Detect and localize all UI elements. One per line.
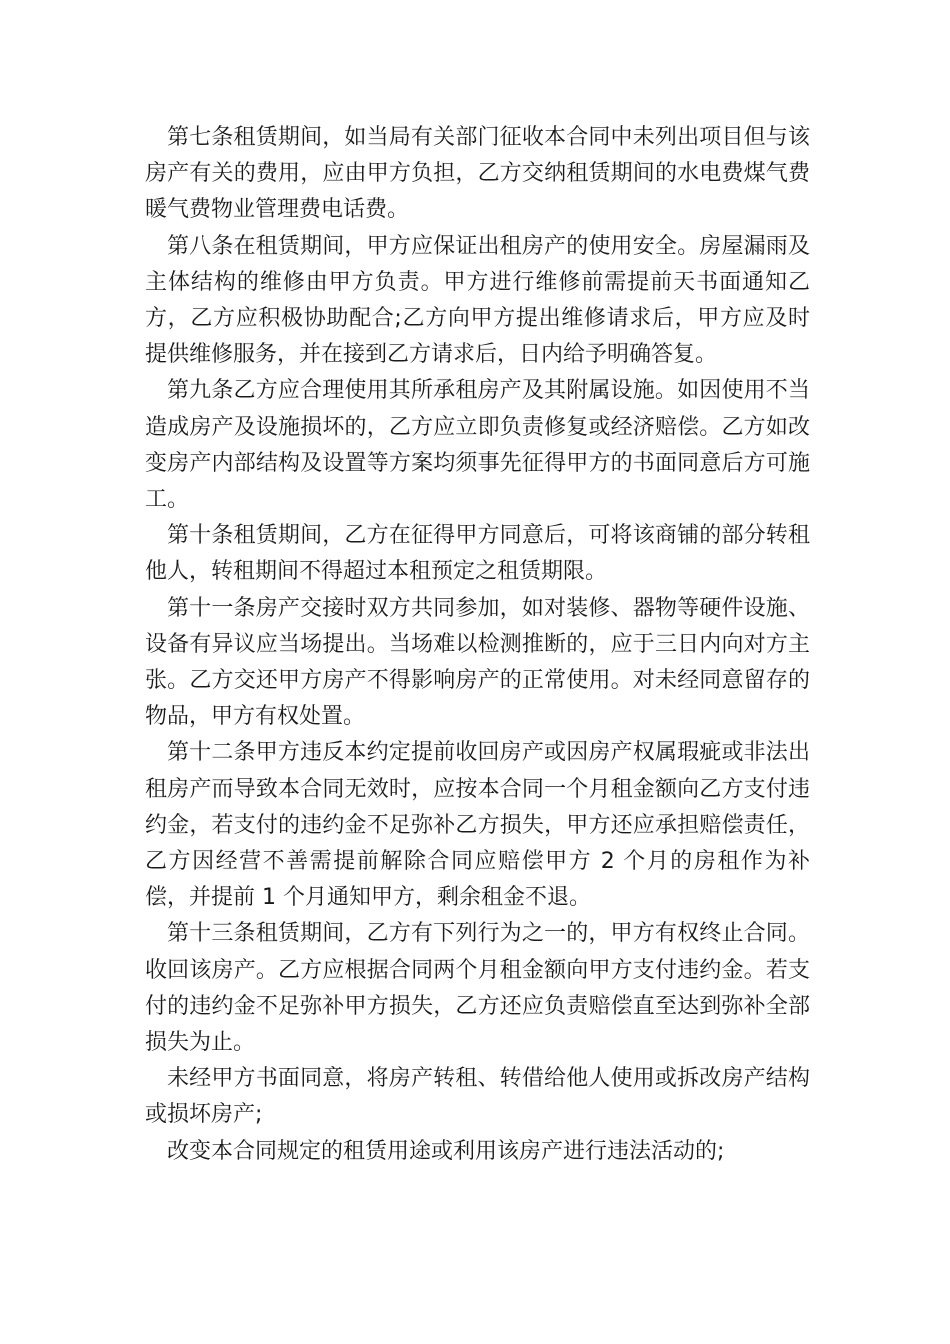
clause-13-paragraph: 第十三条租赁期间，乙方有下列行为之一的，甲方有权终止合同。收回该房产。乙方应根据合同两个月租金额向甲方支付违约金。若支付的违约金不足弥补甲方损失，乙方还应负责赔偿直至达到弥补全部损失为止。 <box>145 921 810 1056</box>
clause-11-paragraph: 第十一条房产交接时双方共同参加，如对装修、器物等硬件设施、设备有异议应当场提出。当场难以检测推断的，应于三日内向对方主张。乙方交还甲方房产不得影响房产的正常使用。对未经同意留存的物品，甲方有权处置。 <box>145 595 810 730</box>
termination-condition-2: 改变本合同规定的租赁用途或利用该房产进行违法活动的; <box>167 1138 725 1164</box>
termination-condition-1: 未经甲方书面同意，将房产转租、转借给他人使用或拆改房产结构或损坏房产; <box>145 1066 810 1128</box>
document-page <box>145 120 810 1170</box>
clause-9-paragraph: 第九条乙方应合理使用其所承租房产及其附属设施。如因使用不当造成房产及设施损坏的，乙方应立即负责修复或经济赔偿。乙方如改变房产内部结构及设置等方案均须事先征得甲方的书面同意后方可施工。 <box>145 378 810 513</box>
clause-10-paragraph: 第十条租赁期间，乙方在征得甲方同意后，可将该商铺的部分转租他人，转租期间不得超过本租预定之租赁期限。 <box>145 523 810 585</box>
clause-12-paragraph: 第十二条甲方违反本约定提前收回房产或因房产权属瑕疵或非法出租房产而导致本合同无效时，应按本合同一个月租金额向乙方支付违约金，若支付的违约金不足弥补乙方损失，甲方还应承担赔偿责任，乙方因经营不善需提前解除合同应赔偿甲方 2 个月的房租作为补偿，并提前 1 个月通知甲方，剩余租金不退。 <box>145 740 810 911</box>
clause-8-paragraph: 第八条在租赁期间，甲方应保证出租房产的使用安全。房屋漏雨及主体结构的维修由甲方负责。甲方进行维修前需提前天书面通知乙方，乙方应积极协助配合;乙方向甲方提出维修请求后，甲方应及时提供维修服务，并在接到乙方请求后，日内给予明确答复。 <box>145 233 810 368</box>
clause-7-paragraph: 第七条租赁期间，如当局有关部门征收本合同中未列出项目但与该房产有关的费用，应由甲方负担，乙方交纳租赁期间的水电费煤气费暖气费物业管理费电话费。 <box>145 125 810 223</box>
